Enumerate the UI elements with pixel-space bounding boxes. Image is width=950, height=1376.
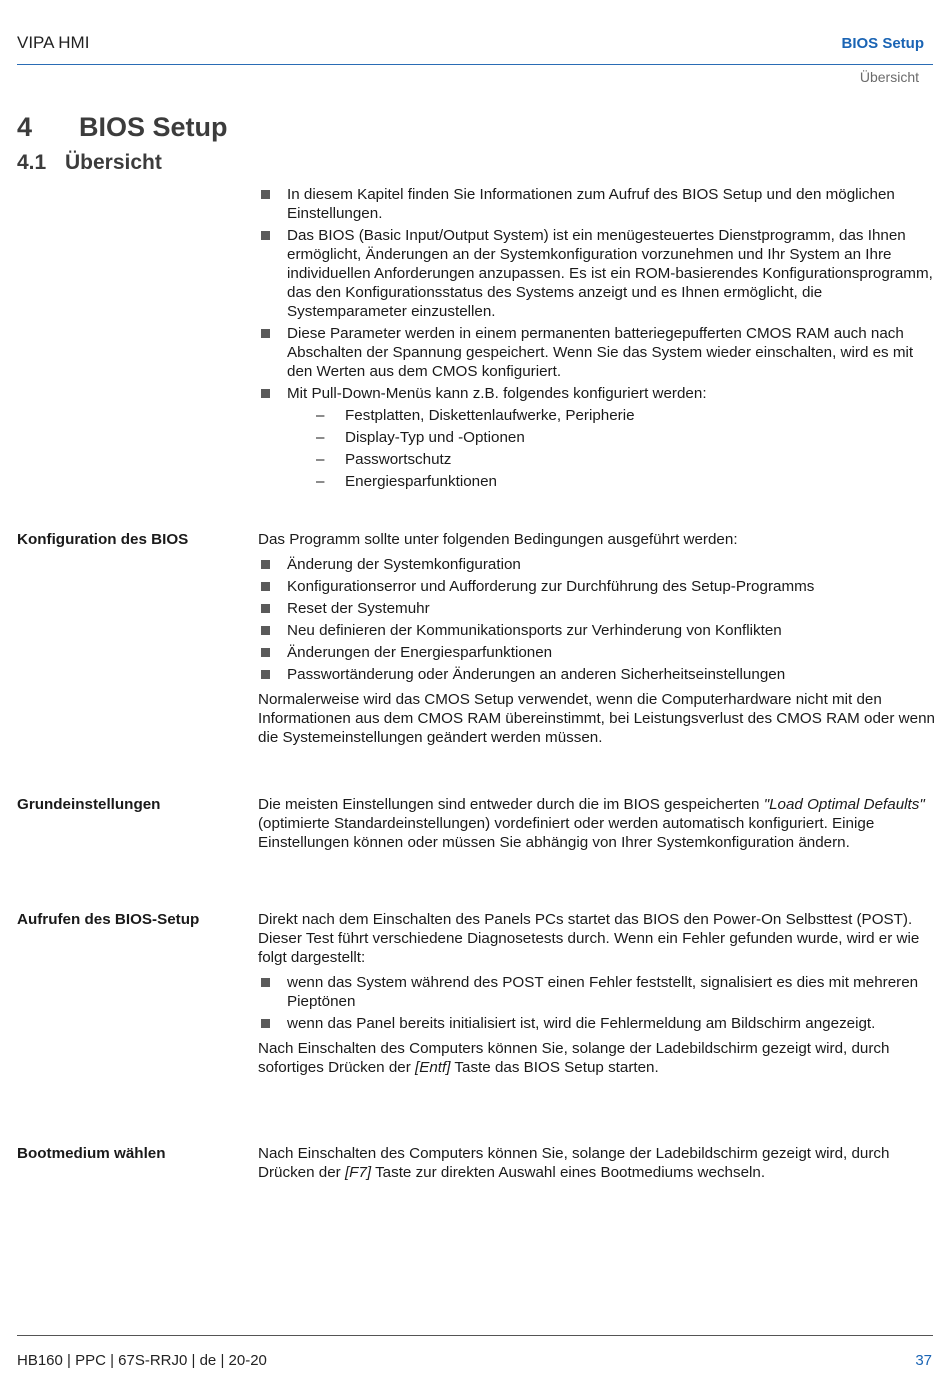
chapter-number: 4 [17,112,33,142]
side-label-aufrufen: Aufrufen des BIOS-Setup [17,911,200,928]
boot-block [258,1144,936,1182]
aufrufen-outro-pre: Nach Einschalten des Computers können Sie, solange der Ladebildschirm gezeigt wird, durch sofortiges Drücken der [258,1040,890,1076]
list-item: Diese Parameter werden in einem permanenten batteriegepufferten CMOS RAM auch nach Abschalten der Spannung gespeichert. Wenn Sie das System wieder einschalten, wird es mit den Werten aus dem CMOS konfiguriert. [258,324,936,381]
grund-pre: Die meisten Einstellungen sind entweder durch die im BIOS gespeicherten [258,796,764,813]
list-item: Das BIOS (Basic Input/Output System) ist ein menügesteuertes Dienstprogramm, das Ihnen ermöglicht, Änderungen an der Systemkonfiguration vorzunehmen und Ihr System an Ihre individuellen Anforderungen anzupassen. Es ist ein ROM-basierendes Konfigurationsprogramm, das den Konfigurationsstatus des Systems anzeigt und es Ihnen ermöglicht, die Systemparameter einzustellen. [258,226,936,321]
header-section: Übersicht [859,69,919,85]
boot-post: Taste zur direkten Auswahl eines Bootmediums wechseln. [371,1164,766,1181]
grund-block [258,795,936,852]
aufrufen-outro [258,1039,936,1077]
konfiguration-block [258,530,936,747]
header-chapter: BIOS Setup [841,35,924,52]
aufrufen-key: [Entf] [415,1059,451,1076]
intro-block [258,185,936,494]
konfiguration-outro: Normalerweise wird das CMOS Setup verwendet, wenn die Computerhardware nicht mit den Informationen aus dem CMOS RAM übereinstimmt, bei Leistungsverlust des CMOS RAM oder wenn die Systemeinstellungen geändert werden müssen. [258,691,935,746]
sublist-item: – Display-Typ und -Optionen [287,428,936,447]
grund-text [258,795,936,852]
footer-rule [17,1335,933,1336]
sublist-item: – Passwortschutz [287,450,936,469]
intro-list [258,185,936,491]
boot-pre: Nach Einschalten des Computers können Sie, solange der Ladebildschirm gezeigt wird, durch Drücken der [258,1145,890,1181]
chapter-heading [17,112,228,143]
list-item: Änderung der Systemkonfiguration [258,555,936,574]
intro-sublist [287,406,936,491]
grund-emphasis: "Load Optimal Defaults" [763,796,925,813]
list-item: wenn das Panel bereits initialisiert ist, wird die Fehlermeldung am Bildschirm angezeigt. [258,1014,936,1033]
list-item: Passwortänderung oder Änderungen an anderen Sicherheitseinstellungen [258,665,936,684]
sublist-item: – Energiesparfunktionen [287,472,936,491]
grund-post: (optimierte Standardeinstellungen) vordefiniert oder werden automatisch konfiguriert. Einige Einstellungen können oder müssen Sie abhängig von Ihrer Systemkonfiguration ändern. [258,815,875,851]
list-item: In diesem Kapitel finden Sie Informationen zum Aufruf des BIOS Setup und den möglichen Einstellungen. [258,185,936,223]
boot-text [258,1144,936,1182]
section-number: 4.1 [17,151,47,174]
aufrufen-outro-post: Taste das BIOS Setup starten. [450,1059,659,1076]
aufrufen-list [258,973,936,1033]
aufrufen-block [258,910,936,1077]
list-item-text: Mit Pull-Down-Menüs kann z.B. folgendes konfiguriert werden: [287,385,707,402]
side-label-konfiguration: Konfiguration des BIOS [17,531,189,548]
list-item: wenn das System während des POST einen Fehler feststellt, signalisiert es dies mit mehreren Pieptönen [258,973,936,1011]
side-label-grund: Grundeinstellungen [17,796,161,813]
list-item: Reset der Systemuhr [258,599,936,618]
chapter-title: BIOS Setup [79,112,228,142]
section-heading [17,151,162,175]
konfiguration-list [258,555,936,684]
list-item: Konfigurationserror und Aufforderung zur Durchführung des Setup-Programms [258,577,936,596]
header-rule [17,64,933,65]
boot-key: [F7] [344,1164,372,1181]
list-item: Neu definieren der Kommunikationsports zur Verhinderung von Konflikten [258,621,936,640]
side-label-boot: Bootmedium wählen [17,1145,166,1162]
list-item: Änderungen der Energiesparfunktionen [258,643,936,662]
list-item [258,384,936,491]
footer-page-number: 37 [915,1352,932,1369]
section-title: Übersicht [65,151,162,174]
sublist-item: – Festplatten, Diskettenlaufwerke, Peripherie [287,406,936,425]
aufrufen-lead: Direkt nach dem Einschalten des Panels PCs startet das BIOS den Power-On Selbsttest (POST). Dieser Test führt verschiedene Diagnosetests durch. Wenn ein Fehler gefunden wurde, wird er wie folgt dargestellt: [258,911,920,966]
footer-doc-id: HB160 | PPC | 67S-RRJ0 | de | 20-20 [17,1352,267,1369]
header-product: VIPA HMI [17,33,90,52]
konfiguration-lead: Das Programm sollte unter folgenden Bedingungen ausgeführt werden: [258,531,738,548]
